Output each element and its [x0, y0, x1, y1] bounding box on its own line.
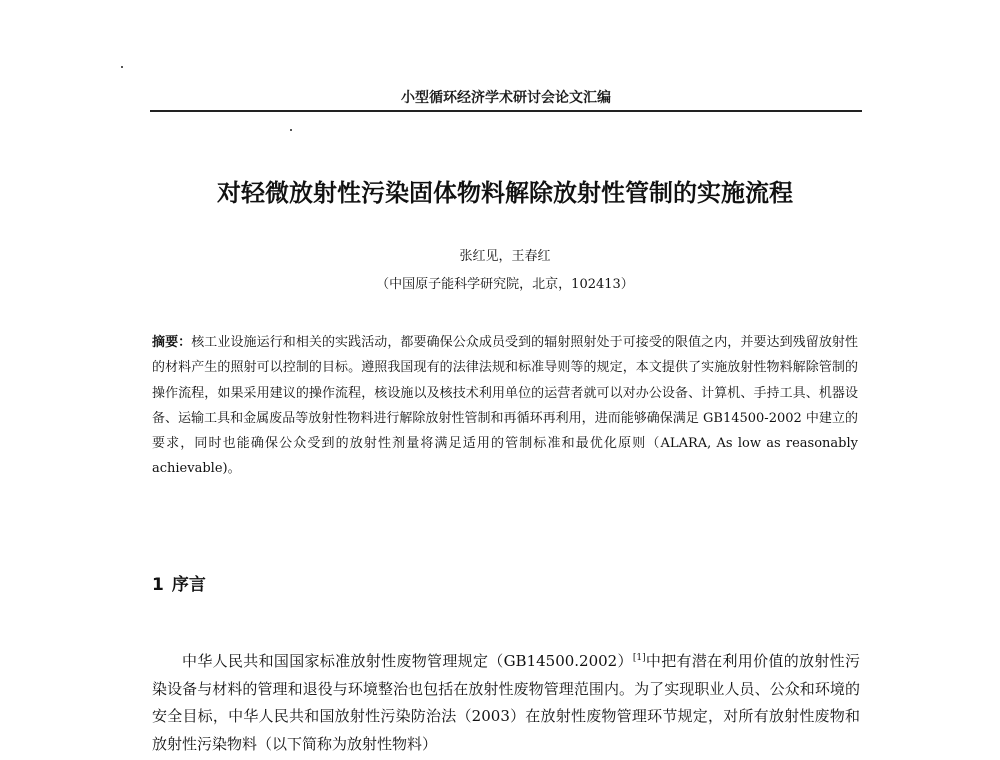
section-number: 1	[152, 575, 164, 595]
paper-affiliation: （中国原子能科学研究院，北京，102413）	[376, 277, 634, 292]
paragraph-text-rest: 中把有潜在利用价值的放射性污染设备与材料的管理和退役与环境整治也包括在放射性废物管理范围内。为了实现职业人员、公众和环境的安全目标，中华人民共和国放射性污染防治法（2003）在放射性废物管理环节规定，对所有放射性废物和放射性污染物料（以下简称为放射性物料）	[152, 652, 860, 753]
header-rule	[150, 110, 862, 112]
scan-speck	[121, 66, 123, 68]
section-title: 序言	[171, 575, 206, 595]
abstract-label: 摘要：	[152, 335, 192, 350]
abstract	[152, 330, 858, 482]
scan-speck	[290, 129, 292, 131]
body-paragraph	[152, 648, 860, 758]
paper-title: 对轻微放射性污染固体物料解除放射性管制的实施流程	[217, 179, 793, 207]
citation-marker: [1]	[632, 653, 646, 663]
paper-authors: 张红见，王春红	[459, 249, 551, 264]
paragraph-text-start: 中华人民共和国国家标准放射性废物管理规定（GB14500.2002）	[182, 652, 633, 670]
abstract-text: 核工业设施运行和相关的实践活动，都要确保公众成员受到的辐射照射处于可接受的限值之内，并要达到残留放射性的材料产生的照射可以控制的目标。遵照我国现有的法律法规和标准导则等的规定，本文提供了实施放射性物料解除管制的操作流程，如果采用建议的操作流程，核设施以及核技术利用单位的运营者就可以对办公设备、计算机、手持工具、机器设备、运输工具和金属废品等放射性物料进行解除放射性管制和再循环再利用，进而能够确保满足 GB14500-2002 中建立的要求，同时也能确保公众受到的放射性剂量将满足适用的管制标准和最优化原则（ALARA, As low as reasonably achievable)。	[152, 335, 858, 477]
running-head: 小型循环经济学术研讨会论文汇编	[401, 90, 611, 106]
section-heading	[152, 573, 206, 597]
